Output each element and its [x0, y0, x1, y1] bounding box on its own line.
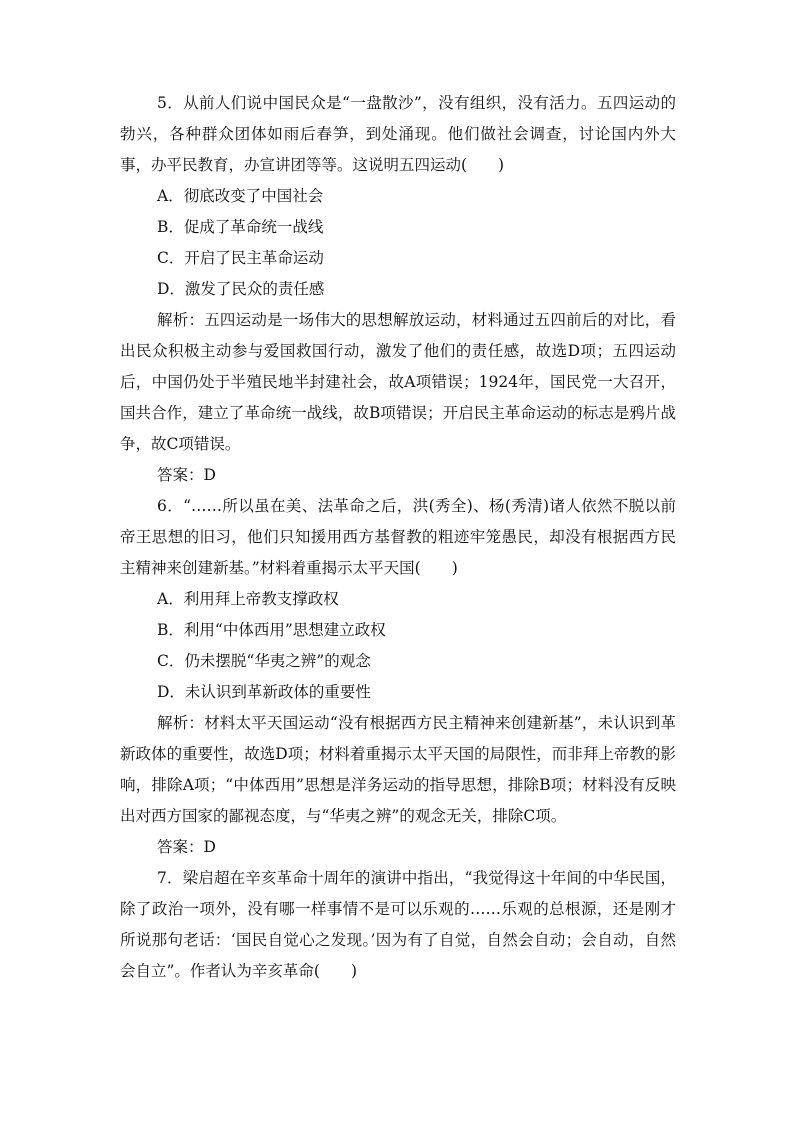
question-5 [120, 88, 676, 491]
analysis-text: 解析：五四运动是一场伟大的思想解放运动，材料通过五四前后的对比，看出民众积极主动参与爱国救国行动，激发了他们的责任感，故选D项；五四运动后，中国仍处于半殖民地半封建社会，故A项错误；1924年，国民党一大召开，国共合作，建立了革命统一战线，故B项错误；开启民主革命运动的标志是鸦片战争，故C项错误。 [120, 311, 676, 453]
question-stem: 7．梁启超在辛亥革命十周年的演讲中指出，“我觉得这十年间的中华民国，除了政治一项外，没有哪一样事情不是可以乐观的……乐观的总根源，还是刚才所说那句老话：‘国民自觉心之发现。’因为有了自觉，自然会自动；会自动，自然会自立”。作者认为辛亥革命( ) [120, 869, 676, 980]
option-b: B．促成了革命统一战线 [157, 218, 324, 236]
option-a: A．利用拜上帝教支撑政权 [157, 590, 339, 608]
answer-text: 答案：D [157, 466, 216, 484]
option-d: D．激发了民众的责任感 [157, 280, 325, 298]
question-7 [120, 863, 676, 987]
question-stem: 6．“……所以虽在美、法革命之后，洪(秀全)、杨(秀清)诸人依然不脱以前帝王思想的旧习，他们只知援用西方基督教的粗迹牢笼愚民，却没有根据西方民主精神来创建新基。”材料着重揭示太平天国( ) [120, 497, 676, 577]
option-a: A．彻底改变了中国社会 [157, 187, 324, 205]
option-d: D．未认识到革新政体的重要性 [157, 683, 371, 701]
answer-text: 答案：D [157, 838, 216, 856]
analysis-text: 解析：材料太平天国运动“没有根据西方民主精神来创建新基”，未认识到革新政体的重要性，故选D项；材料着重揭示太平天国的局限性，而非拜上帝教的影响，排除A项；“中体西用”思想是洋务运动的指导思想，排除B项；材料没有反映出对西方国家的鄙视态度，与“华夷之辨”的观念无关，排除C项。 [120, 714, 676, 825]
question-stem: 5．从前人们说中国民众是“一盘散沙”，没有组织，没有活力。五四运动的勃兴，各种群众团体如雨后春笋，到处涌现。他们做社会调查，讨论国内外大事，办平民教育，办宣讲团等等。这说明五四运动( ) [120, 94, 676, 174]
option-c: C．仍未摆脱“华夷之辨”的观念 [157, 652, 371, 670]
option-b: B．利用“中体西用”思想建立政权 [157, 621, 386, 639]
question-6 [120, 491, 676, 863]
option-c: C．开启了民主革命运动 [157, 249, 324, 267]
question-list [120, 88, 676, 987]
